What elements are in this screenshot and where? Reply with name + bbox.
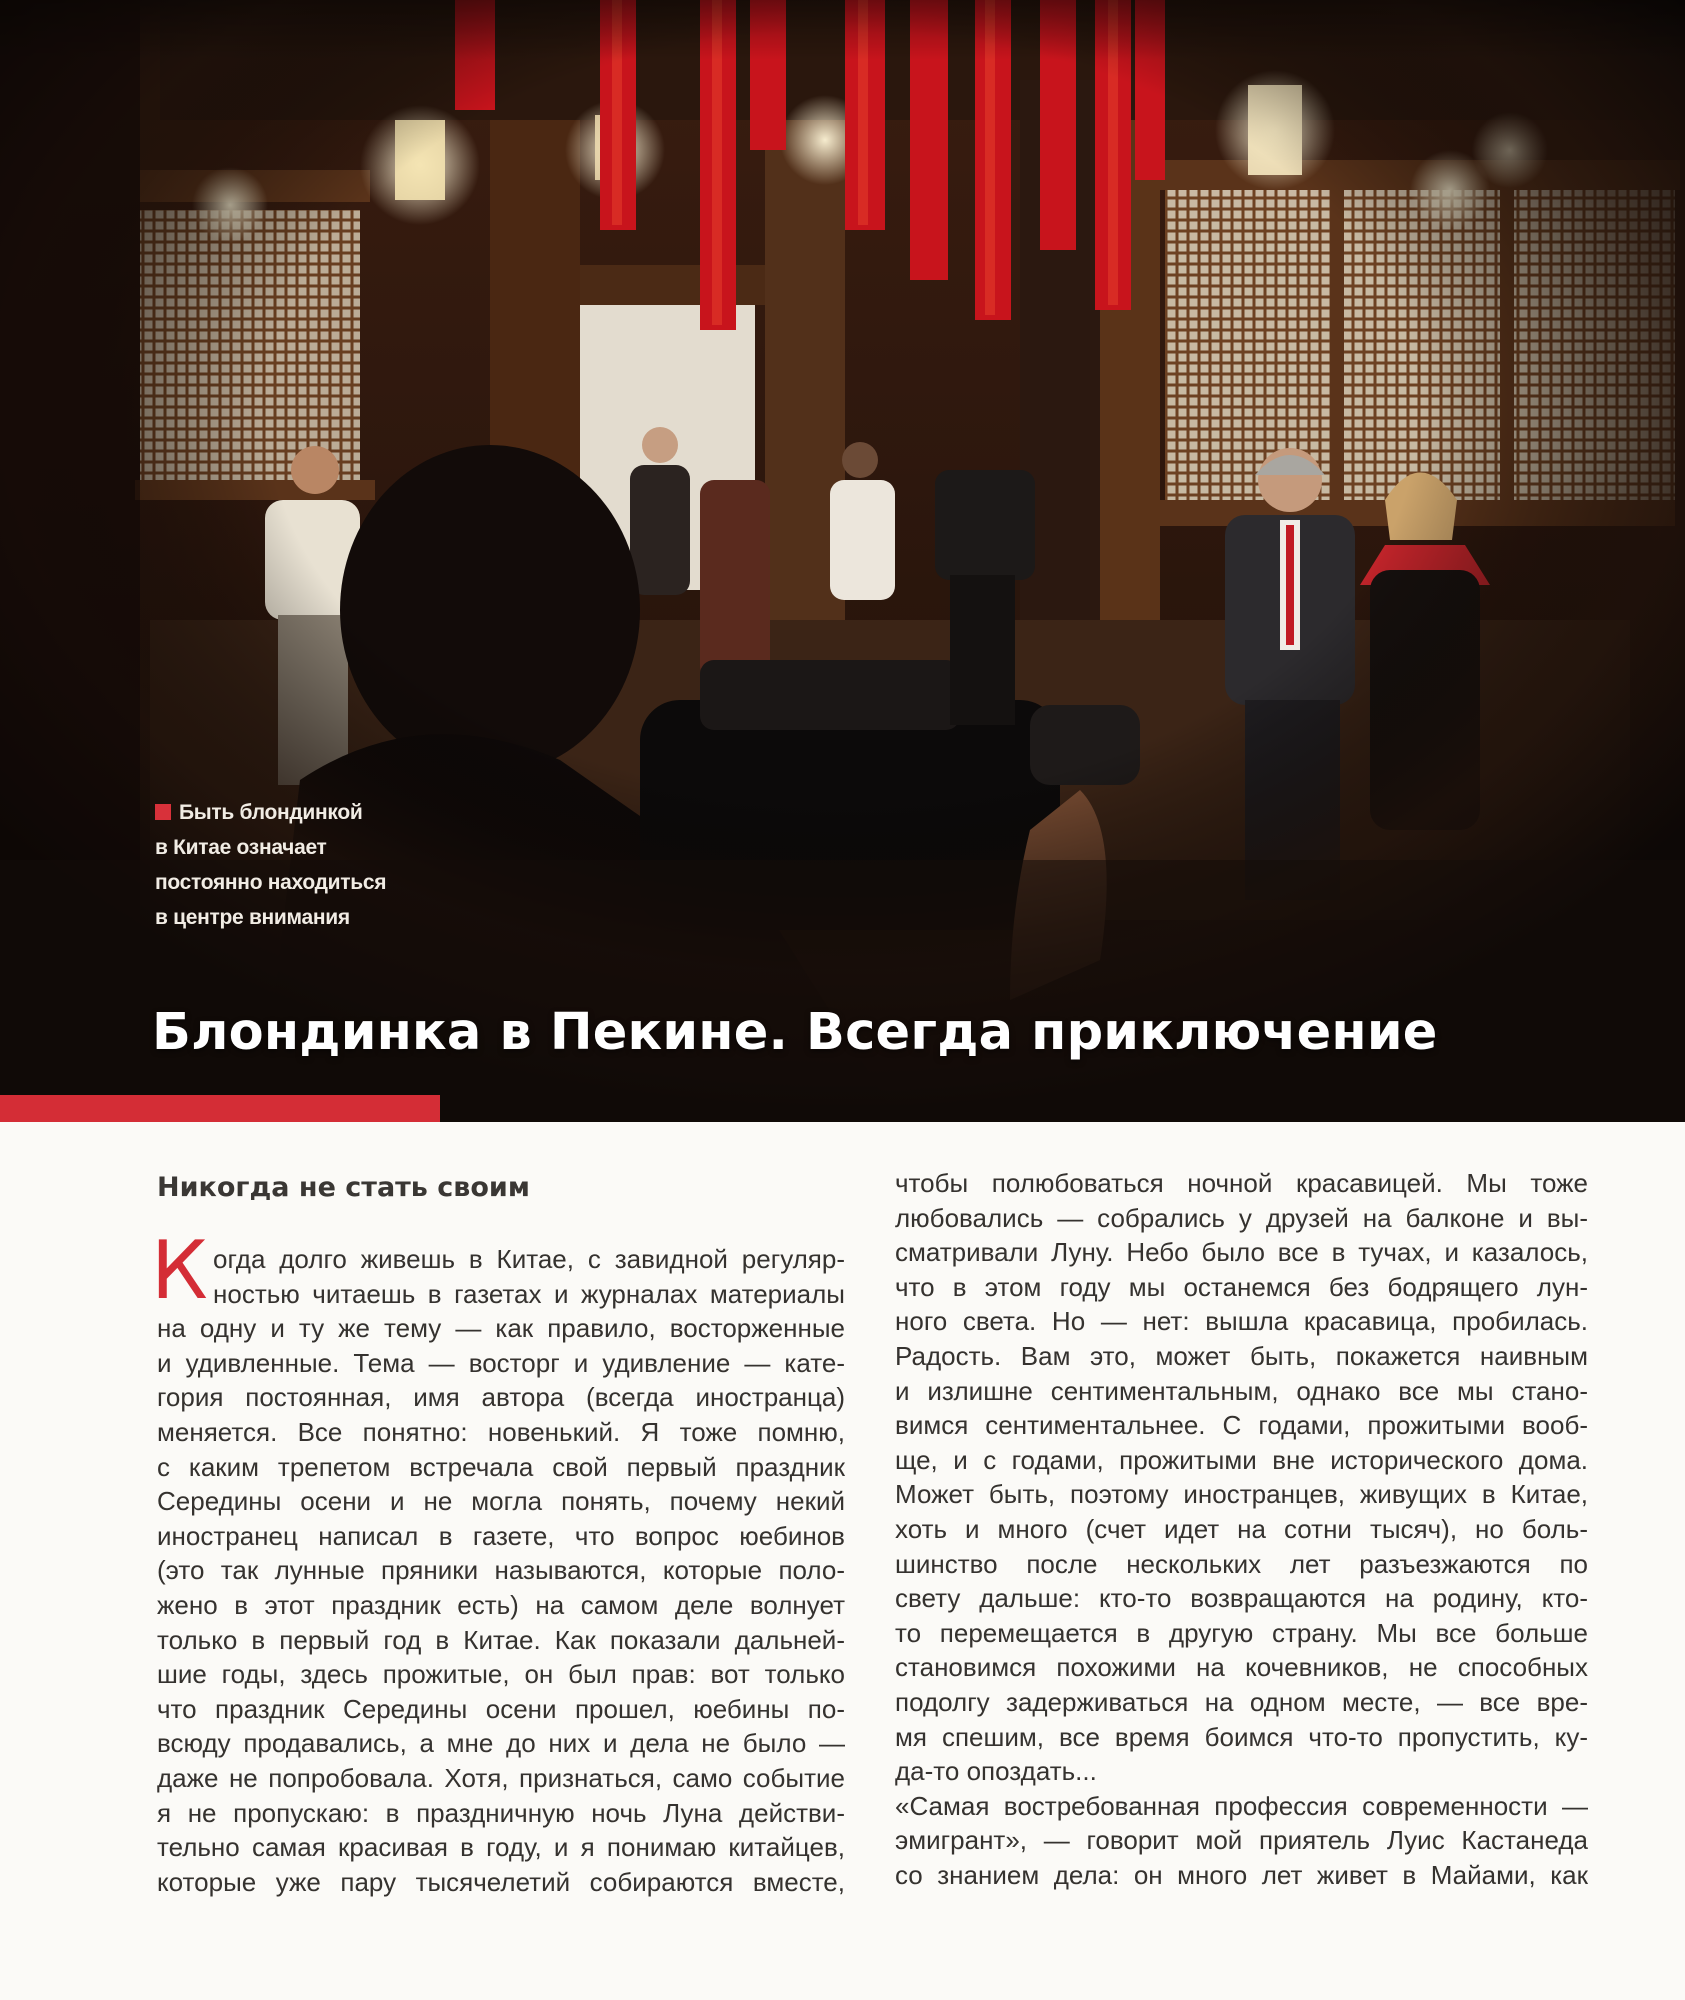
article-column-left — [157, 1242, 845, 1899]
text-line: и излишне сентиментальным, однако все мы стано- — [895, 1375, 1588, 1406]
text-line: любовались — собрались у друзей на балконе и вы- — [895, 1202, 1588, 1233]
text-line: со знанием дела: он много лет живет в Майами, как — [895, 1859, 1588, 1890]
article-column-right — [895, 1166, 1588, 1892]
caption-marker-icon — [155, 804, 171, 820]
text-line: мя спешим, все время боимся что-то пропустить, ку- — [895, 1721, 1588, 1752]
text-line: которые уже пару тысячелетий собираются вместе, — [157, 1866, 845, 1897]
text-line: Радость. Вам это, может быть, покажется наивным — [895, 1340, 1588, 1371]
text-line: ностью читаешь в газетах и журналах материалы — [213, 1278, 845, 1309]
text-line: даже не попробовала. Хотя, признаться, само событие — [157, 1762, 845, 1793]
text-line: шинство после нескольких лет разъезжаются по — [895, 1548, 1588, 1579]
caption-line — [155, 795, 405, 830]
text-line: и удивленные. Тема — восторг и удивление — кате- — [157, 1347, 845, 1378]
drop-cap: К — [151, 1224, 208, 1317]
text-line: хоть и много (счет идет на сотни тысяч), но боль- — [895, 1513, 1588, 1544]
text-line: что праздник Середины осени прошел, юебины по- — [157, 1693, 845, 1724]
text-line: жено в этот праздник есть) на самом деле волнует — [157, 1589, 845, 1620]
text-line: ще, и с годами, прожитыми вне исторического дома. — [895, 1444, 1588, 1475]
caption-line: постоянно находиться — [155, 871, 387, 894]
text-line: становимся похожими на кочевников, не способных — [895, 1652, 1588, 1683]
text-line: подолгу задерживаться на одном месте, — все вре- — [895, 1686, 1588, 1717]
caption-line-text: Быть блондинкой — [179, 801, 363, 824]
text-line: всюду продавались, а мне до них и дела не было — — [157, 1728, 845, 1759]
text-line: да-то опоздать... — [895, 1756, 1097, 1787]
text-line: меняется. Все понятно: новенький. Я тоже помню, — [157, 1416, 845, 1447]
caption-line: в центре внимания — [155, 906, 350, 929]
caption-line: в Китае означает — [155, 836, 327, 859]
text-line: иностранец написал в газете, что вопрос юебинов — [157, 1520, 845, 1551]
text-line: Может быть, поэтому иностранцев, живущих в Китае, — [895, 1479, 1588, 1510]
photo-caption — [155, 795, 405, 935]
text-line: тельно самая красивая в году, и я понимаю китайцев, — [157, 1832, 845, 1863]
text-line: ного света. Но — нет: вышла красавица, пробилась. — [895, 1306, 1588, 1337]
accent-bar — [0, 1095, 440, 1122]
text-line: на одну и ту же тему — как правило, восторженные — [157, 1313, 845, 1344]
text-line: с каким трепетом встречала свой первый праздник — [157, 1451, 845, 1482]
article-headline: Блондинка в Пекине. Всегда приключение — [152, 1003, 1438, 1062]
text-line: вимся сентиментальнее. С годами, прожитыми вооб- — [895, 1410, 1588, 1441]
text-line: эмигрант», — говорит мой приятель Луис Кастанеда — [895, 1825, 1588, 1856]
text-line: только в первый год в Китае. Как показали дальней- — [157, 1624, 845, 1655]
text-line: свету дальше: кто-то возвращаются на родину, кто- — [895, 1583, 1588, 1614]
text-line: я не пропускаю: в праздничную ночь Луна действи- — [157, 1797, 845, 1828]
text-line: что в этом году мы останемся без бодрящего лун- — [895, 1271, 1588, 1302]
text-line: «Самая востребованная профессия современности — — [895, 1790, 1588, 1821]
text-line: (это так лунные пряники называются, которые поло- — [157, 1555, 845, 1586]
text-line: гория постоянная, имя автора (всегда иностранца) — [157, 1382, 845, 1413]
text-line: чтобы полюбоваться ночной красавицей. Мы тоже — [895, 1168, 1588, 1198]
section-subheading: Никогда не стать своим — [157, 1172, 530, 1203]
text-line: огда долго живешь в Китае, с завидной регуляр- — [213, 1244, 845, 1274]
text-line: сматривали Луну. Небо было все в тучах, и казалось, — [895, 1237, 1588, 1268]
text-line: то перемещается в другую страну. Мы все больше — [895, 1617, 1588, 1648]
text-line: Середины осени и не могла понять, почему некий — [157, 1486, 845, 1517]
text-line: шие годы, здесь прожитые, он был прав: вот только — [157, 1659, 845, 1690]
